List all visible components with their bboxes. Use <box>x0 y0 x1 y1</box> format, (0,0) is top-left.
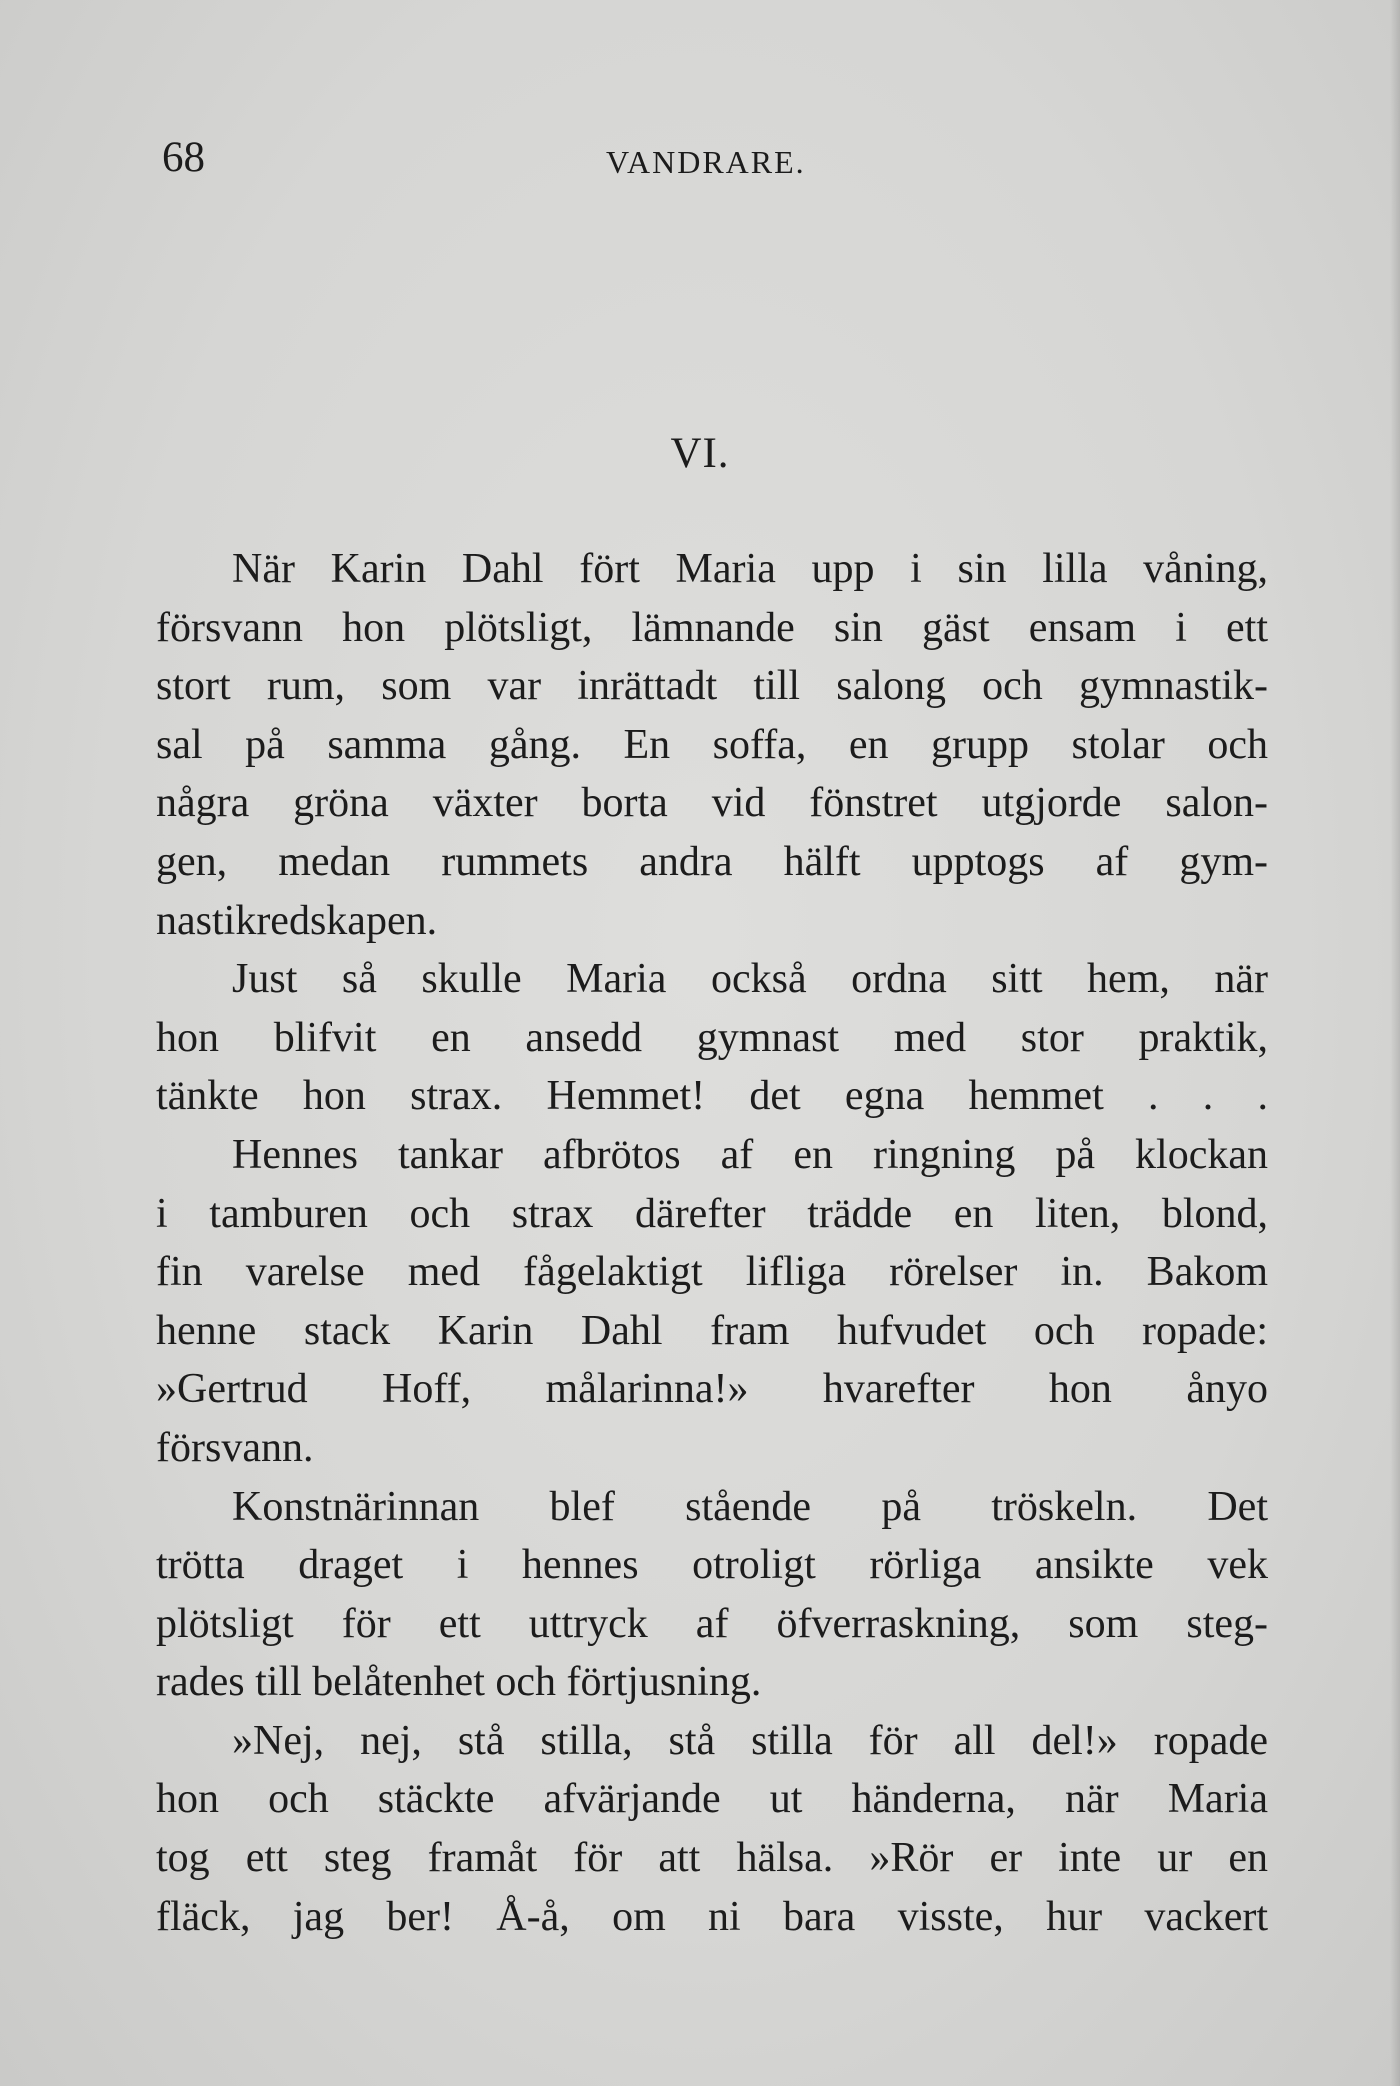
text-line: sal på samma gång. En soffa, en grupp stolar och <box>156 721 1268 768</box>
text-line: några gröna växter borta vid fönstret utgjorde salon- <box>156 780 1268 827</box>
running-head: VANDRARE. <box>606 144 806 180</box>
text-line: När Karin Dahl fört Maria upp i sin lilla våning, <box>232 546 1268 592</box>
page-edge-shadow <box>1390 0 1400 2086</box>
page-number: 68 <box>162 134 205 181</box>
text-line: »Gertrud Hoff, målarinna!» hvarefter hon ånyo <box>156 1366 1268 1413</box>
text-line: plötsligt för ett uttryck af öfverraskning, som steg- <box>156 1600 1268 1647</box>
text-line: rades till belåtenhet och förtjusning. <box>156 1659 762 1706</box>
text-line: försvann hon plötsligt, lämnande sin gäst ensam i ett <box>156 604 1268 651</box>
text-line: hon blifvit en ansedd gymnast med stor praktik, <box>156 1014 1268 1061</box>
text-line: hon och stäckte afvärjande ut händerna, när Maria <box>156 1776 1268 1823</box>
text-line: Just så skulle Maria också ordna sitt hem, när <box>232 956 1268 1003</box>
text-line: i tamburen och strax därefter trädde en liten, blond, <box>156 1190 1268 1237</box>
chapter-heading: VI. <box>670 430 730 477</box>
text-line: försvann. <box>156 1424 314 1471</box>
text-line: fin varelse med fågelaktigt lifliga rörelser in. Bakom <box>156 1249 1268 1296</box>
text-line: gen, medan rummets andra hälft upptogs af gym- <box>156 838 1268 885</box>
text-line: fläck, jag ber! Å-å, om ni bara visste, hur vackert <box>156 1893 1268 1940</box>
text-line: tog ett steg framåt för att hälsa. »Rör er inte ur en <box>156 1835 1268 1882</box>
body-text <box>156 540 1268 1946</box>
text-line: Konstnärinnan blef stående på tröskeln. Det <box>232 1483 1268 1530</box>
text-line: stort rum, som var inrättadt till salong och gymnastik- <box>156 663 1268 710</box>
page-header <box>162 128 1270 188</box>
text-line: nastikredskapen. <box>156 897 438 944</box>
text-line: tänkte hon strax. Hemmet! det egna hemmet . . . <box>156 1073 1268 1120</box>
text-line: henne stack Karin Dahl fram hufvudet och ropade: <box>156 1307 1268 1354</box>
text-line: »Nej, nej, stå stilla, stå stilla för all del!» ropade <box>232 1717 1268 1764</box>
text-line: Hennes tankar afbrötos af en ringning på klockan <box>232 1131 1268 1178</box>
text-line: trötta draget i hennes otroligt rörliga ansikte vek <box>156 1542 1268 1589</box>
